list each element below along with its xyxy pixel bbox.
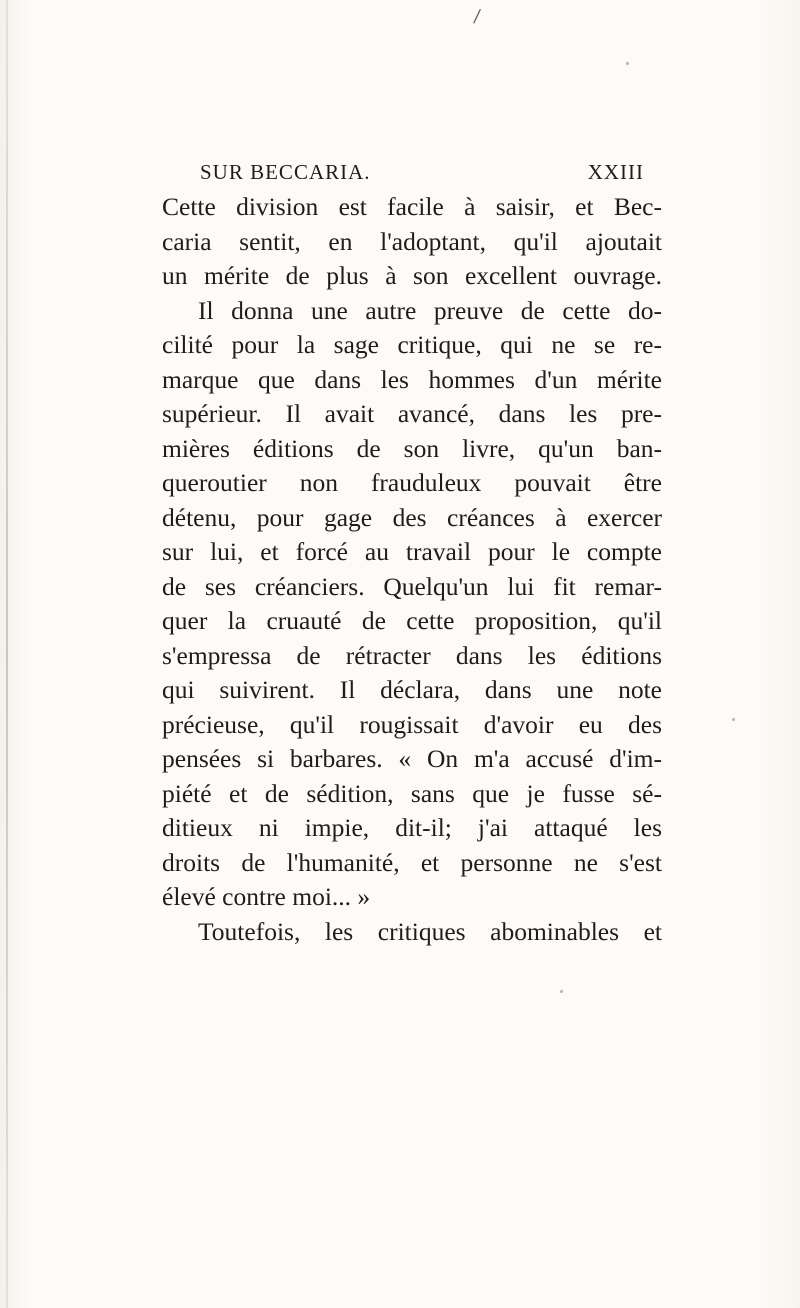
text-line: élevé contre moi... » <box>162 882 371 911</box>
text-line: supérieur. Il avait avancé, dans les pre- <box>162 399 662 428</box>
running-head <box>200 160 644 188</box>
text-line: marque que dans les hommes d'un mérite <box>162 364 662 394</box>
text-line: queroutier non frauduleux pouvait être <box>162 468 662 497</box>
paper-speck <box>626 62 629 65</box>
text-line: ditieux ni impie, dit-il; j'ai attaqué les <box>162 813 662 842</box>
text-line: droits de l'humanité, et personne ne s'est <box>162 847 662 877</box>
text-line: détenu, pour gage des créances à exercer <box>162 502 662 532</box>
paper-speck <box>732 718 735 721</box>
text-line: sur lui, et forcé au travail pour le compte <box>162 537 662 566</box>
text-line: précieuse, qu'il rougissait d'avoir eu des <box>162 709 662 739</box>
text-line: pensées si barbares. « On m'a accusé d'im- <box>162 744 662 773</box>
text-line: quer la cruauté de cette proposition, qu'il <box>162 606 662 635</box>
text-line: Cette division est facile à saisir, et Bec- <box>162 192 662 221</box>
text-line: Toutefois, les critiques abominables et <box>198 916 662 946</box>
text-line: cilité pour la sage critique, qui ne se re- <box>162 330 662 359</box>
paper-speck <box>560 990 563 993</box>
running-title: SUR BECCARIA. <box>200 160 371 184</box>
text-line: un mérite de plus à son excellent ouvrage. <box>162 261 662 290</box>
body-text <box>162 190 662 949</box>
top-margin-mark: / <box>472 5 482 28</box>
text-line: mières éditions de son livre, qu'un ban- <box>162 433 662 463</box>
text-line: caria sentit, en l'adoptant, qu'il ajoutait <box>162 226 662 256</box>
text-line: qui suivirent. Il déclara, dans une note <box>162 675 662 704</box>
page-gutter-edge <box>6 0 8 1308</box>
text-line: piété et de sédition, sans que je fusse sé- <box>162 778 662 808</box>
text-line: de ses créanciers. Quelqu'un lui fit remar- <box>162 571 662 601</box>
text-line: Il donna une autre preuve de cette do- <box>198 295 662 325</box>
page-number: XXIII <box>587 160 644 184</box>
text-line: s'empressa de rétracter dans les éditions <box>162 640 662 670</box>
